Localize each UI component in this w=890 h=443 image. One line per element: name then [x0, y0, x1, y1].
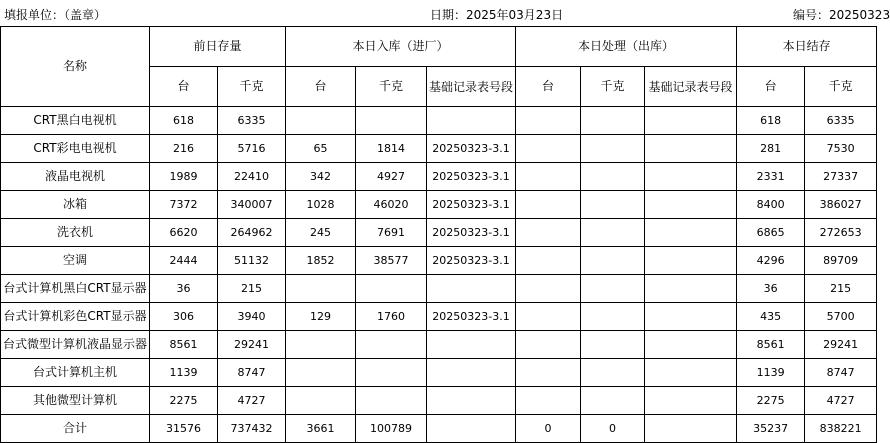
cell-in-rec [427, 107, 516, 135]
cell-prev-kg: 5716 [218, 135, 286, 163]
cell-in-kg: 100789 [356, 415, 427, 443]
table-row [1, 415, 877, 443]
cell-end-kg: 272653 [805, 219, 877, 247]
cell-out-rec [645, 107, 737, 135]
cell-name: CRT彩电电视机 [1, 135, 150, 163]
table-row [1, 359, 877, 387]
cell-out-tai: 0 [516, 415, 581, 443]
cell-end-kg: 7530 [805, 135, 877, 163]
cell-name: 台式微型计算机液晶显示器 [1, 331, 150, 359]
cell-out-rec [645, 303, 737, 331]
cell-name: CRT黑白电视机 [1, 107, 150, 135]
cell-end-tai: 36 [737, 275, 805, 303]
table-row [1, 163, 877, 191]
cell-in-tai: 65 [286, 135, 356, 163]
cell-out-kg [581, 387, 645, 415]
table-row [1, 219, 877, 247]
cell-out-tai [516, 135, 581, 163]
cell-in-tai: 3661 [286, 415, 356, 443]
header-end-kg: 千克 [805, 67, 877, 107]
header-in-record: 基础记录表号段 [427, 67, 516, 107]
cell-in-rec [427, 415, 516, 443]
cell-out-tai [516, 247, 581, 275]
cell-name: 合计 [1, 415, 150, 443]
cell-out-kg [581, 107, 645, 135]
cell-end-tai: 6865 [737, 219, 805, 247]
cell-prev-kg: 8747 [218, 359, 286, 387]
cell-prev-kg: 215 [218, 275, 286, 303]
cell-name: 台式计算机主机 [1, 359, 150, 387]
table-body [1, 107, 877, 443]
cell-prev-kg: 340007 [218, 191, 286, 219]
cell-out-kg: 0 [581, 415, 645, 443]
cell-end-tai: 281 [737, 135, 805, 163]
cell-prev-tai: 31576 [150, 415, 218, 443]
cell-out-tai [516, 303, 581, 331]
cell-in-tai [286, 275, 356, 303]
cell-in-tai: 342 [286, 163, 356, 191]
cell-prev-tai: 36 [150, 275, 218, 303]
cell-in-rec [427, 387, 516, 415]
cell-out-kg [581, 219, 645, 247]
cell-in-tai: 129 [286, 303, 356, 331]
cell-out-tai [516, 275, 581, 303]
cell-out-kg [581, 191, 645, 219]
header-out: 本日处理（出库） [516, 27, 737, 67]
header-out-tai: 台 [516, 67, 581, 107]
header-end: 本日结存 [737, 27, 877, 67]
cell-in-tai [286, 107, 356, 135]
cell-out-rec [645, 359, 737, 387]
header-prev-kg: 千克 [218, 67, 286, 107]
cell-prev-tai: 6620 [150, 219, 218, 247]
cell-end-kg: 5700 [805, 303, 877, 331]
cell-end-kg: 386027 [805, 191, 877, 219]
cell-end-tai: 618 [737, 107, 805, 135]
cell-in-rec: 20250323-3.1 [427, 247, 516, 275]
cell-prev-kg: 6335 [218, 107, 286, 135]
cell-end-tai: 2275 [737, 387, 805, 415]
cell-prev-kg: 3940 [218, 303, 286, 331]
header-end-tai: 台 [737, 67, 805, 107]
cell-out-tai [516, 331, 581, 359]
cell-in-rec: 20250323-3.1 [427, 219, 516, 247]
cell-end-kg: 29241 [805, 331, 877, 359]
inventory-table [0, 26, 877, 443]
cell-in-kg: 7691 [356, 219, 427, 247]
cell-out-rec [645, 163, 737, 191]
table-row [1, 107, 877, 135]
unit-label: 填报单位：（盖章） [4, 8, 107, 22]
cell-end-tai: 4296 [737, 247, 805, 275]
code-label: 编号：20250323 [793, 8, 890, 22]
cell-end-kg: 8747 [805, 359, 877, 387]
header-in-kg: 千克 [356, 67, 427, 107]
header-in-tai: 台 [286, 67, 356, 107]
cell-in-kg [356, 107, 427, 135]
cell-out-rec [645, 415, 737, 443]
cell-name: 洗衣机 [1, 219, 150, 247]
cell-out-kg [581, 331, 645, 359]
cell-prev-kg: 22410 [218, 163, 286, 191]
cell-in-kg: 46020 [356, 191, 427, 219]
cell-end-kg: 89709 [805, 247, 877, 275]
table-row [1, 331, 877, 359]
header-name: 名称 [1, 27, 150, 107]
header-prev-tai: 台 [150, 67, 218, 107]
cell-end-tai: 435 [737, 303, 805, 331]
cell-out-kg [581, 359, 645, 387]
cell-prev-kg: 4727 [218, 387, 286, 415]
cell-in-kg: 1814 [356, 135, 427, 163]
cell-in-rec: 20250323-3.1 [427, 191, 516, 219]
cell-out-tai [516, 163, 581, 191]
cell-prev-tai: 216 [150, 135, 218, 163]
cell-out-kg [581, 163, 645, 191]
cell-out-tai [516, 359, 581, 387]
header-prev: 前日存量 [150, 27, 286, 67]
cell-name: 液晶电视机 [1, 163, 150, 191]
cell-out-kg [581, 303, 645, 331]
cell-prev-tai: 2275 [150, 387, 218, 415]
cell-in-kg: 1760 [356, 303, 427, 331]
cell-out-kg [581, 247, 645, 275]
cell-prev-kg: 737432 [218, 415, 286, 443]
cell-in-kg: 4927 [356, 163, 427, 191]
table-row [1, 191, 877, 219]
date-label: 日期：2025年03月23日 [430, 8, 564, 22]
cell-out-rec [645, 219, 737, 247]
table-row [1, 275, 877, 303]
cell-in-rec [427, 331, 516, 359]
cell-name: 台式计算机彩色CRT显示器 [1, 303, 150, 331]
cell-prev-tai: 1989 [150, 163, 218, 191]
cell-name: 空调 [1, 247, 150, 275]
cell-end-kg: 215 [805, 275, 877, 303]
cell-out-rec [645, 247, 737, 275]
cell-prev-tai: 8561 [150, 331, 218, 359]
cell-in-rec: 20250323-3.1 [427, 135, 516, 163]
cell-prev-kg: 264962 [218, 219, 286, 247]
cell-in-kg [356, 275, 427, 303]
cell-name: 台式计算机黑白CRT显示器 [1, 275, 150, 303]
cell-out-rec [645, 331, 737, 359]
cell-prev-tai: 618 [150, 107, 218, 135]
cell-in-tai [286, 359, 356, 387]
cell-in-kg: 38577 [356, 247, 427, 275]
cell-out-kg [581, 275, 645, 303]
header-out-kg: 千克 [581, 67, 645, 107]
cell-name: 其他微型计算机 [1, 387, 150, 415]
cell-name: 冰箱 [1, 191, 150, 219]
cell-in-tai: 245 [286, 219, 356, 247]
cell-end-kg: 6335 [805, 107, 877, 135]
header-row-groups [1, 27, 877, 67]
cell-in-tai: 1852 [286, 247, 356, 275]
cell-in-rec: 20250323-3.1 [427, 303, 516, 331]
table-row [1, 135, 877, 163]
cell-end-tai: 8561 [737, 331, 805, 359]
cell-end-tai: 8400 [737, 191, 805, 219]
cell-out-rec [645, 135, 737, 163]
cell-end-kg: 838221 [805, 415, 877, 443]
cell-end-tai: 35237 [737, 415, 805, 443]
cell-prev-tai: 1139 [150, 359, 218, 387]
cell-out-rec [645, 191, 737, 219]
cell-prev-kg: 51132 [218, 247, 286, 275]
cell-end-kg: 4727 [805, 387, 877, 415]
cell-in-tai: 1028 [286, 191, 356, 219]
cell-end-kg: 27337 [805, 163, 877, 191]
cell-out-tai [516, 219, 581, 247]
table-row [1, 247, 877, 275]
table-row [1, 303, 877, 331]
cell-in-rec [427, 275, 516, 303]
cell-out-rec [645, 387, 737, 415]
cell-out-tai [516, 387, 581, 415]
cell-in-kg [356, 359, 427, 387]
cell-in-rec: 20250323-3.1 [427, 163, 516, 191]
header-out-record: 基础记录表号段 [645, 67, 737, 107]
cell-in-tai [286, 387, 356, 415]
header-in: 本日入库（进厂） [286, 27, 516, 67]
cell-in-kg [356, 387, 427, 415]
table-row [1, 387, 877, 415]
cell-prev-tai: 2444 [150, 247, 218, 275]
cell-out-tai [516, 107, 581, 135]
cell-out-tai [516, 191, 581, 219]
cell-prev-kg: 29241 [218, 331, 286, 359]
cell-in-tai [286, 331, 356, 359]
cell-out-rec [645, 275, 737, 303]
cell-prev-tai: 7372 [150, 191, 218, 219]
cell-out-kg [581, 135, 645, 163]
cell-prev-tai: 306 [150, 303, 218, 331]
cell-in-rec [427, 359, 516, 387]
cell-in-kg [356, 331, 427, 359]
cell-end-tai: 1139 [737, 359, 805, 387]
cell-end-tai: 2331 [737, 163, 805, 191]
